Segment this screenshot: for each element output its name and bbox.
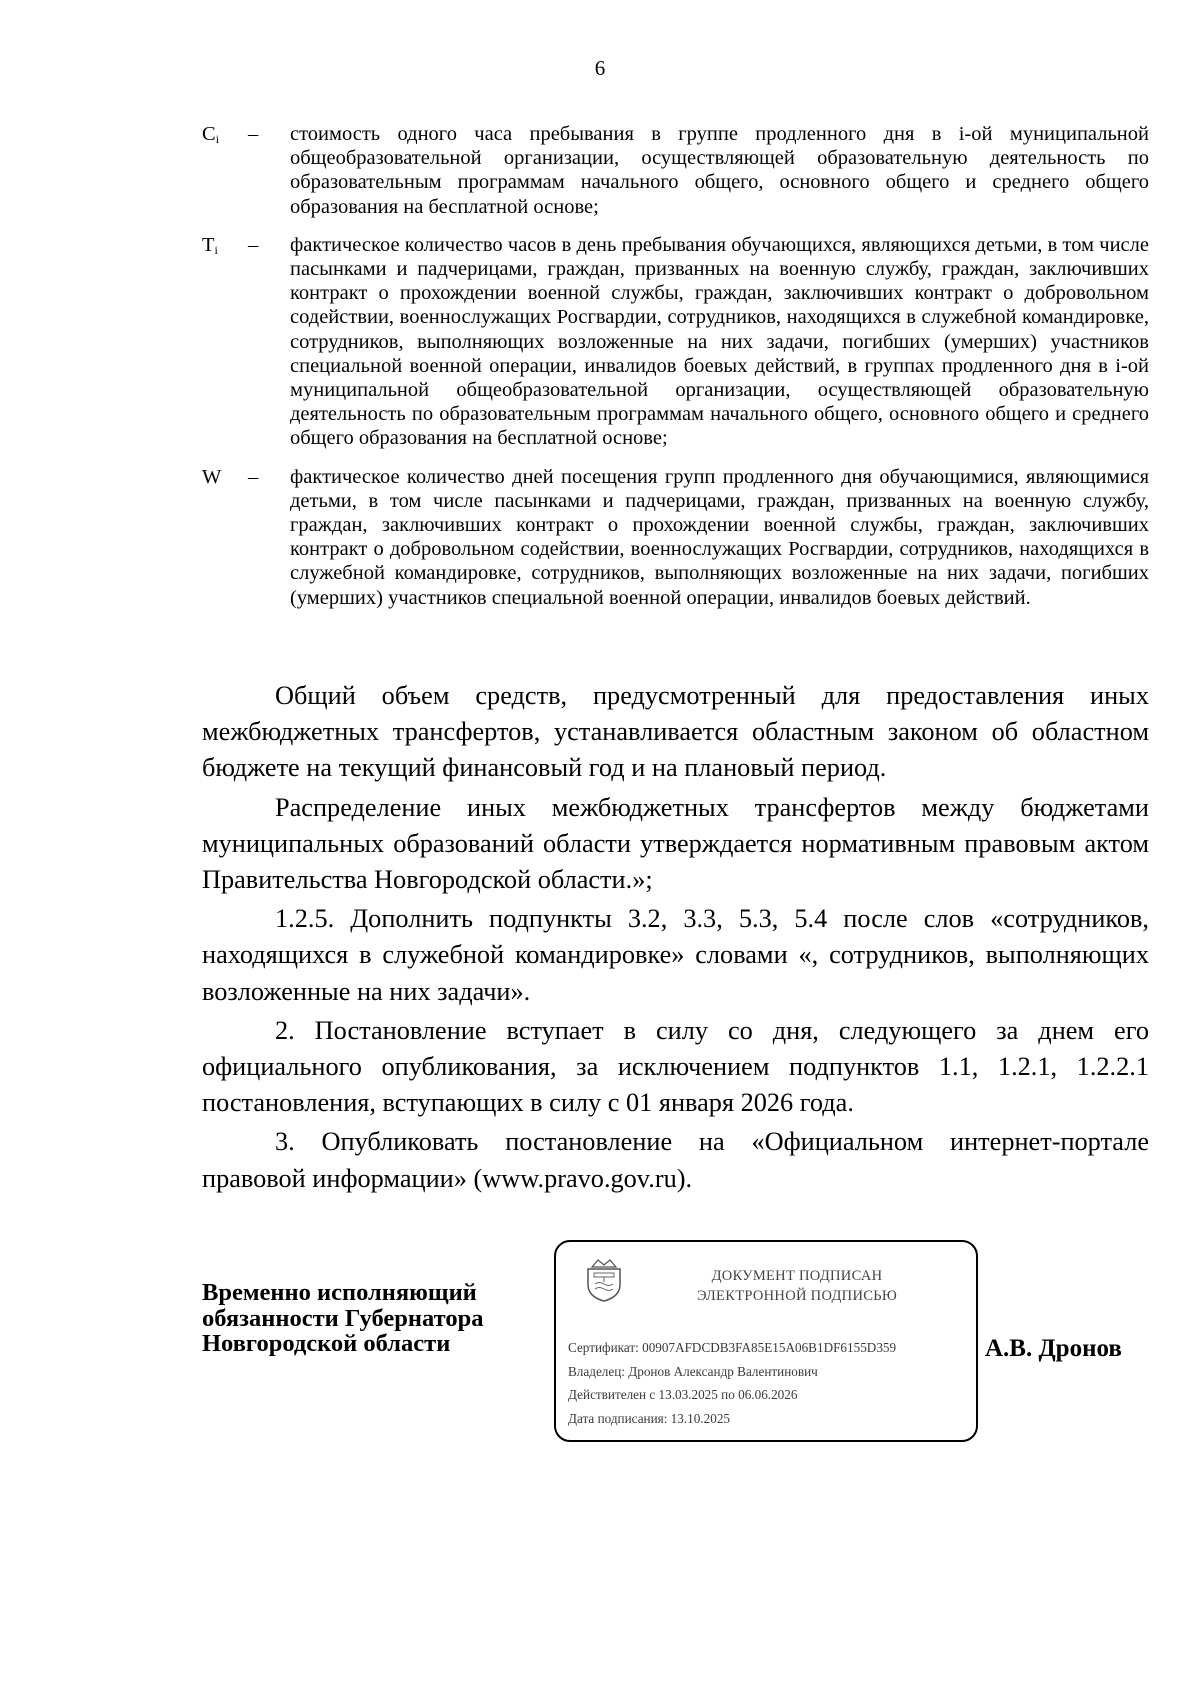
paragraph: Общий объем средств, предусмотренный для предоставления иных межбюджетных трансфертов, устанавливается областным законом об областном бюджете на текущий финансовый год и на плановый период. [202,681,1149,783]
signatory-title-line: Новгородской области [202,1330,451,1357]
paragraph: 3. Опубликовать постановление на «Официальном интернет-портале правовой информации» (www.pravo.gov.ru). [202,1127,1149,1193]
paragraph: Распределение иных межбюджетных трансфертов между бюджетами муниципальных образований области утверждается нормативным правовым актом Правительства Новгородской области.»; [202,792,1149,895]
stamp-signing-date: Дата подписания: 13.10.2025 [568,1410,731,1426]
stamp-details [568,1336,976,1430]
definition-item [202,233,1149,451]
stamp-owner: Владелец: Дронов Александр Валентинович [568,1363,818,1379]
definition-item [202,122,1149,219]
definition-dash: – [248,123,259,145]
signatory-title-line: обязанности Губернатора [202,1304,484,1332]
definition-item [202,465,1149,610]
definition-text: фактическое количество дней посещения групп продленного дня обучающимися, являющимися детьми, в том числе пасынками и падчерицами, граждан, призванных на военную службу, граждан, заключивших контракт о прохождении военной службы, граждан, заключивших контракт о добровольном содействии, военнослужащих Росгвардии, сотрудников, находящихся в служебной командировке, сотрудников, выполняющих возложенные на них задачи, погибших (умерших) участников специальной военной операции, инвалидов боевых действий. [290,465,1149,609]
definition-symbol: $C_i$ [202,123,220,146]
definition-text: фактическое количество часов в день пребывания обучающихся, являющихся детьми, в том числе пасынками и падчерицами, граждан, призванных на военную службу, граждан, заключивших контракт о прохождении военной службы, граждан, заключивших контракт о добровольном содействии, военнослужащих Росгвардии, сотрудников, находящихся в служебной командировке, сотрудников, выполняющих возложенные на них задачи, погибших (умерших) участников специальной военной операции, инвалидов боевых действий, в группах продленного дня в i-ой муниципальной общеобразовательной организации, осуществляющей образовательную деятельность по образовательным программам начального общего, основного общего и среднего общего образования на бесплатной основе; [290,233,1149,450]
stamp-header-line: ДОКУМЕНТ ПОДПИСАН [711,1268,883,1284]
stamp-header-line: ЭЛЕКТРОННОЙ ПОДПИСЬЮ [696,1288,898,1304]
definition-symbol: $T_i$ [202,233,218,257]
novgorod-coat-of-arms-icon [584,1256,624,1302]
stamp-header [672,1266,922,1306]
stamp-validity: Действителен с 13.03.2025 по 06.06.2026 [568,1387,798,1402]
stamp-certificate: Сертификат: 00907AFDCDB3FA85E15A06B1DF6155D359 [568,1340,897,1355]
paragraph: 1.2.5. Дополнить подпункты 3.2, 3.3, 5.3, 5.4 после слов «сотрудников, находящихся в служебной командировке» словами «, сотрудников, выполняющих возложенные на них задачи». [202,904,1149,1006]
definitions-list [202,122,1149,610]
definition-symbol: W [202,465,222,488]
paragraph: 2. Постановление вступает в силу со дня, следующего за днем его официального опубликования, за исключением подпунктов 1.1, 1.2.1, 1.2.2.1 постановления, вступающих в силу с 01 января 2026 года. [202,1015,1149,1118]
definition-dash: – [248,465,259,488]
signatory-title [202,1280,522,1357]
electronic-signature-stamp [554,1240,978,1442]
signatory-name: А.В. Дронов [985,1335,1122,1362]
signatory-title-line: Временно исполняющий [202,1279,477,1306]
definition-text: стоимость одного часа пребывания в группе продленного дня в i-ой муниципальной общеобразовательной организации, осуществляющей образовательную деятельность по образовательным программам начального общего, основного общего и среднего общего образования на бесплатной основе; [290,123,1149,218]
definition-dash: – [248,233,259,256]
body-text [202,678,1149,1200]
page-number: 6 [594,56,606,80]
